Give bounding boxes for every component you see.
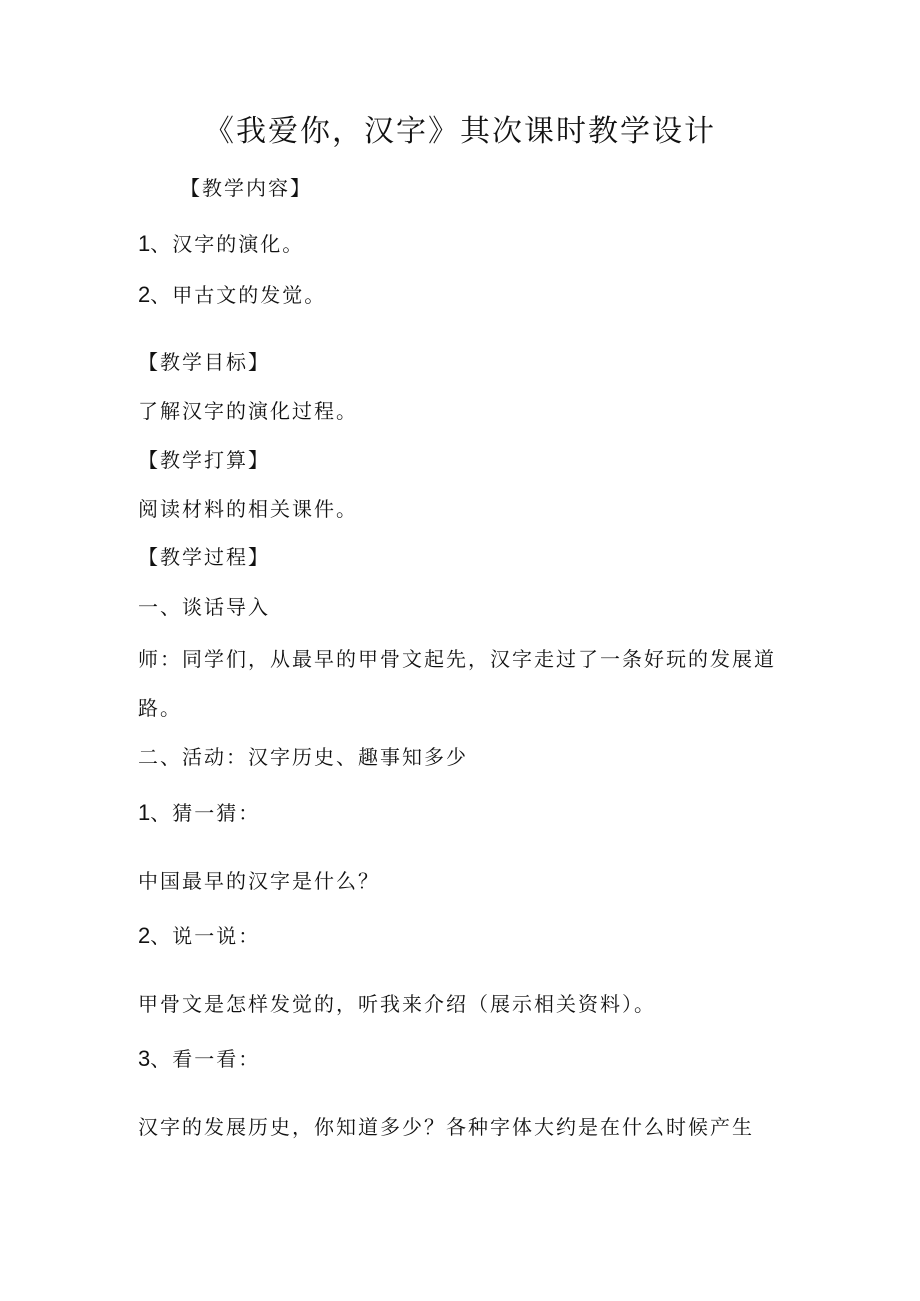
goal-text: 了解汉字的演化过程。 [138, 399, 358, 423]
activity-1-number: 1 [138, 800, 151, 825]
content-item-1-number: 1 [138, 231, 151, 256]
content-item-1 [138, 230, 304, 258]
content-item-2-number: 2 [138, 282, 151, 307]
activity-2-text: 甲骨文是怎样发觉的，听我来介绍（展示相关资料）。 [138, 992, 656, 1016]
step-2-heading: 二、活动：汉字历史、趣事知多少 [138, 745, 468, 769]
content-item-1-text: 、汉字的演化。 [150, 232, 305, 256]
activity-3-label [138, 1045, 260, 1073]
plan-text: 阅读材料的相关课件。 [138, 497, 358, 521]
activity-1-label-text: 、猜一猜： [150, 801, 261, 825]
step-1-text-line-1: 师：同学们，从最早的甲骨文起先，汉字走过了一条好玩的发展道 [138, 647, 776, 671]
step-1-text-line-2: 路。 [138, 696, 182, 720]
activity-2-number: 2 [138, 923, 151, 948]
step-1-heading: 一、谈话导入 [138, 595, 270, 619]
activity-2-label [138, 922, 260, 950]
activity-3-text: 汉字的发展历史，你知道多少？各种字体大约是在什么时候产生 [138, 1115, 754, 1139]
content-heading: 【教学内容】 [180, 176, 312, 200]
activity-3-label-text: 、看一看： [150, 1047, 261, 1071]
activity-1-text: 中国最早的汉字是什么？ [138, 869, 380, 893]
content-item-2-text: 、甲古文的发觉。 [150, 283, 327, 307]
plan-heading: 【教学打算】 [138, 448, 270, 472]
activity-1-label [138, 799, 260, 827]
process-heading: 【教学过程】 [138, 545, 270, 569]
goal-heading: 【教学目标】 [138, 350, 270, 374]
activity-3-number: 3 [138, 1046, 151, 1071]
document-title: 《我爱你，汉字》其次课时教学设计 [204, 114, 716, 149]
content-item-2 [138, 281, 326, 309]
activity-2-label-text: 、说一说： [150, 924, 261, 948]
